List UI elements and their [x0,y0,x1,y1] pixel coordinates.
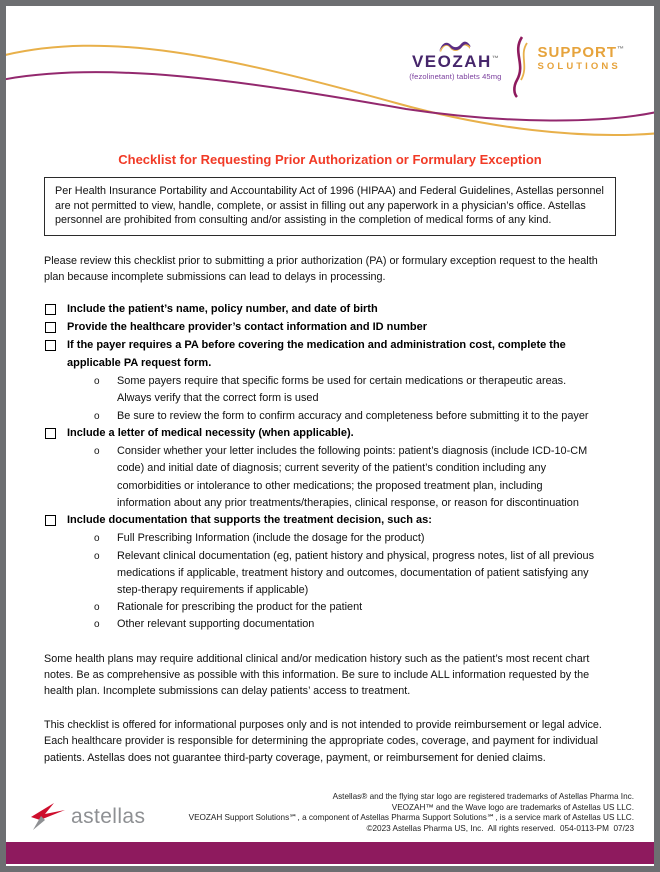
brand-logo-block [409,36,624,98]
closing-paragraph-1: Some health plans may require additional clinical and/or medication history such as the patient’s most recent chart notes. Be as comprehensive as possible with this information. Be sure to include ALL information requested by the health plan. Incomplete submissions can delay patients’ access to treatment. [44,652,590,698]
circle-bullet: o [94,602,100,614]
intro-paragraph: Please review this checklist prior to submitting a prior authorization (PA) or formulary exception request to the health plan because incomplete submissions can lead to delays in processing. [44,254,598,284]
checklist-sub-item [94,373,616,407]
checklist-item-label: If the payer requires a PA before covering the medication and administration cost, complete the applicable PA request form. [67,339,566,369]
legal-line: VEOZAH™ and the Wave logo are trademarks of Astellas US LLC. [391,802,634,812]
legal-line: Astellas® and the flying star logo are registered trademarks of Astellas Pharma Inc. [332,792,634,801]
astellas-logo [30,802,145,832]
swirl-divider-icon [509,36,529,98]
checklist-item-label: Include documentation that supports the treatment decision, such as: [67,514,432,527]
legal-line: VEOZAH Support Solutions℠, a component of Astellas Pharma Support Solutions℠, is a service mark of Astellas US LLC. [188,813,634,822]
checklist-item-label: Include a letter of medical necessity (when applicable). [67,426,354,439]
checklist-sub-item [94,599,616,616]
circle-bullet: o [94,619,100,631]
support-line1 [537,45,624,60]
checklist-item [44,319,616,336]
veozah-tm: ™ [491,55,499,63]
circle-bullet: o [94,410,100,422]
checklist-item-label: Include the patient’s name, policy number, and date of birth [67,302,378,315]
checklist [44,301,616,634]
document-page [6,6,654,866]
footer-bar [6,842,654,864]
flying-star-icon [30,802,66,832]
checkbox-icon [45,304,56,315]
astellas-wordmark: astellas [71,805,146,828]
sub-item-text: Other relevant supporting documentation [117,618,315,631]
checkbox-icon [45,322,56,333]
veozah-brand-text: VEOZAH [411,52,492,71]
sub-item-text: Some payers require that specific forms be used for certain medications or therapeutic areas. Always verify that the correct form is used [117,375,567,405]
sub-item-text: Be sure to review the form to confirm accuracy and completeness before submitting it to the payer [117,409,589,422]
support-text: SUPPORT [537,44,617,61]
checklist-item [44,301,616,318]
sub-item-text: Full Prescribing Information (include the dosage for the product) [117,532,425,545]
header [6,6,654,146]
checklist-sub-item [94,530,616,547]
checkbox-icon [45,340,56,351]
checkbox-icon [45,515,56,526]
veozah-subtitle: (fezolinetant) tablets 45mg [409,72,502,81]
veozah-logo [409,40,501,81]
solutions-text: SOLUTIONS [537,61,621,72]
support-tm: ™ [617,46,624,53]
checklist-sub-item [94,408,616,425]
circle-bullet: o [94,533,100,545]
checklist-item [44,337,616,372]
sub-item-text: Consider whether your letter includes the following points: patient’s diagnosis (include ICD-10-CM code) and initial date of diagnosis; current severity of the patient’s condition including any comorbidities or intolerance to other medications; the proposed treatment plan, including information about any prior treatments/therapies, clinical response, or reason for discontinuation [117,445,588,509]
page-title: Checklist for Requesting Prior Authorization or Formulary Exception [118,152,542,167]
legal-text [189,792,634,834]
veozah-brand [412,53,499,70]
sub-item-text: Rationale for prescribing the product for the patient [117,601,363,614]
checklist-sub-item [94,443,616,512]
checklist-item-label: Provide the healthcare provider’s contact information and ID number [67,321,428,333]
hipaa-notice-box: Per Health Insurance Portability and Accountability Act of 1996 (HIPAA) and Federal Guidelines, Astellas personnel are not permitted to view, handle, complete, or assist in filling out any paperwork in a physician’s office. Astellas personnel are prohibited from consulting and/or assisting in the completion of medical forms of any kind. [44,177,616,236]
checkbox-icon [45,428,56,439]
circle-bullet: o [94,446,100,458]
checklist-item [44,512,616,529]
checklist-item [44,425,616,442]
closing-paragraph-2: This checklist is offered for informational purposes only and is not intended to provide reimbursement or legal advice. Each healthcare provider is responsible for determining the appropriate codes, coverage, and payment for individual patients. Astellas does not guarantee third-party coverage, payment, or reimbursement for denied claims. [44,718,602,764]
checklist-sub-item [94,548,616,600]
support-solutions-logo [537,45,624,72]
circle-bullet: o [94,550,100,562]
checklist-sub-item [94,616,616,633]
legal-line: ©2023 Astellas Pharma US, Inc. All rights reserved. 054-0113-PM 07/23 [366,823,634,833]
circle-bullet: o [94,376,100,388]
sub-item-text: Relevant clinical documentation (eg, patient history and physical, progress notes, list of all previous medications if applicable, treatment history and outcomes, documentation of patient satisfying any step-therapy requirements if applicable) [117,549,595,597]
